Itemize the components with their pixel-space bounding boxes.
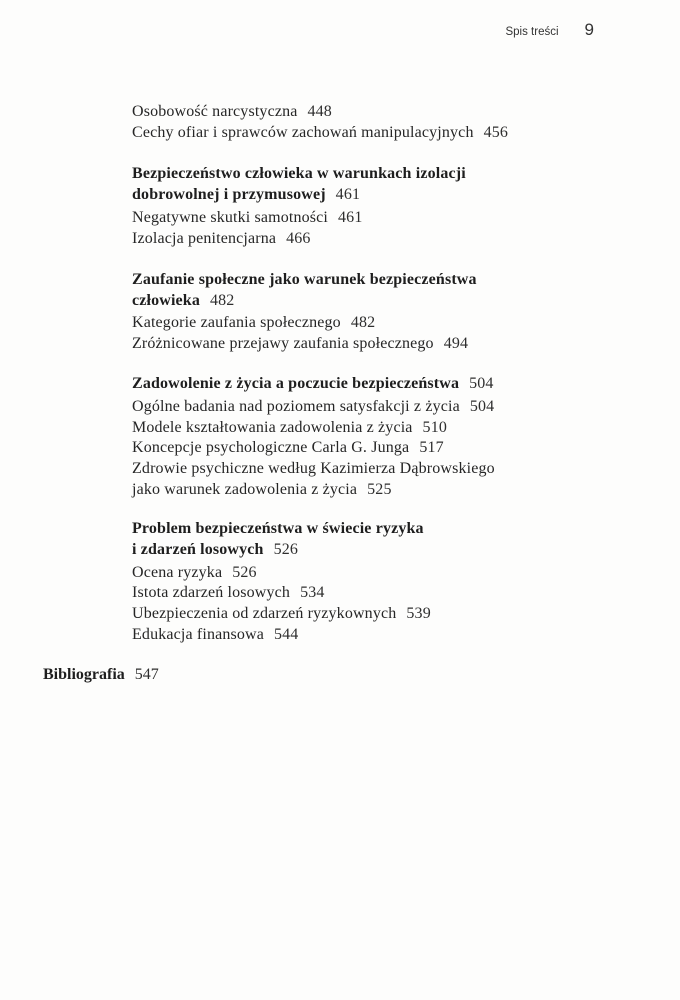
page-ref: 504 [469, 398, 495, 415]
page-ref: 517 [419, 439, 444, 456]
section-title: Kategorie zaufania społecznego [132, 314, 341, 331]
section-title: Ocena ryzyka [132, 564, 223, 581]
section-title-line [132, 101, 332, 122]
chapter-title-text: dobrowolnej i przymusowej [132, 186, 326, 203]
section-title: Edukacja finansowa [132, 626, 264, 643]
section-title-line [132, 207, 362, 228]
page-ref: 539 [406, 605, 431, 622]
page-ref: 526 [273, 541, 299, 558]
page-ref: 494 [443, 335, 469, 352]
page-ref: 461 [338, 209, 363, 226]
toc-bibliography [43, 664, 159, 685]
section-title-line [132, 396, 494, 417]
section-title-line [132, 603, 431, 624]
chapter-title-text: człowieka [132, 292, 200, 309]
section-title: Zróżnicowane przejawy zaufania społecznego [132, 335, 434, 352]
section-title-line-1: Zdrowie psychiczne według Kazimierza Dąbrowskiego [132, 460, 495, 477]
chapter-title-text: i zdarzeń losowych [132, 541, 264, 558]
section-title-line [132, 562, 257, 583]
page-ref: 482 [350, 314, 376, 331]
page-ref: 482 [210, 292, 235, 309]
page-ref: 448 [307, 103, 332, 120]
section-title: Osobowość narcystyczna [132, 103, 298, 120]
chapter-title-line-1: Bezpieczeństwo człowieka w warunkach izolacji [132, 165, 466, 182]
page-ref: 547 [134, 666, 159, 683]
section-title: Ubezpieczenia od zdarzeń ryzykownych [132, 605, 397, 622]
page-ref: 544 [273, 626, 299, 643]
chapter-title-text: Zadowolenie z życia a poczucie bezpieczeństwa [132, 375, 460, 392]
section-title: Cechy ofiar i sprawców zachowań manipulacyjnych [132, 124, 474, 141]
page-ref: 456 [483, 124, 509, 141]
running-header [505, 20, 594, 40]
page-ref: 534 [300, 584, 325, 601]
section-title: Istota zdarzeń losowych [132, 584, 291, 601]
chapter-title-line-2 [132, 539, 298, 560]
section-title-line [132, 417, 447, 438]
page-ref: 510 [422, 419, 447, 436]
bibliography-label: Bibliografia [43, 666, 125, 683]
page-ref: 525 [367, 481, 392, 498]
section-title-line [132, 437, 444, 458]
chapter-title-line-1: Problem bezpieczeństwa w świecie ryzyka [132, 520, 424, 537]
page-ref: 526 [232, 564, 257, 581]
section-title-line [132, 333, 468, 354]
page-ref: 504 [469, 375, 494, 392]
section-title: Modele kształtowania zadowolenia z życia [132, 419, 413, 436]
page-number: 9 [584, 20, 594, 39]
section-title-line [132, 312, 375, 333]
chapter-title-line-2 [132, 184, 360, 205]
section-title-line [132, 582, 325, 603]
section-title: Negatywne skutki samotności [132, 209, 329, 226]
chapter-title-line-1 [132, 373, 494, 394]
section-title-line [132, 228, 311, 249]
section-title-text: jako warunek zadowolenia z życia [132, 481, 358, 498]
page-ref: 461 [335, 186, 361, 203]
section-title: Ogólne badania nad poziomem satysfakcji z życia [132, 398, 460, 415]
section-title: Izolacja penitencjarna [132, 230, 277, 247]
chapter-title-line-2 [132, 290, 234, 311]
running-title: Spis treści [505, 26, 559, 38]
section-title-line [132, 624, 298, 645]
section-title: Koncepcje psychologiczne Carla G. Junga [132, 439, 410, 456]
section-title-line-2 [132, 479, 392, 500]
section-title-line [132, 122, 508, 143]
chapter-title-line-1: Zaufanie społeczne jako warunek bezpieczeństwa [132, 271, 477, 288]
page-ref: 466 [286, 230, 311, 247]
